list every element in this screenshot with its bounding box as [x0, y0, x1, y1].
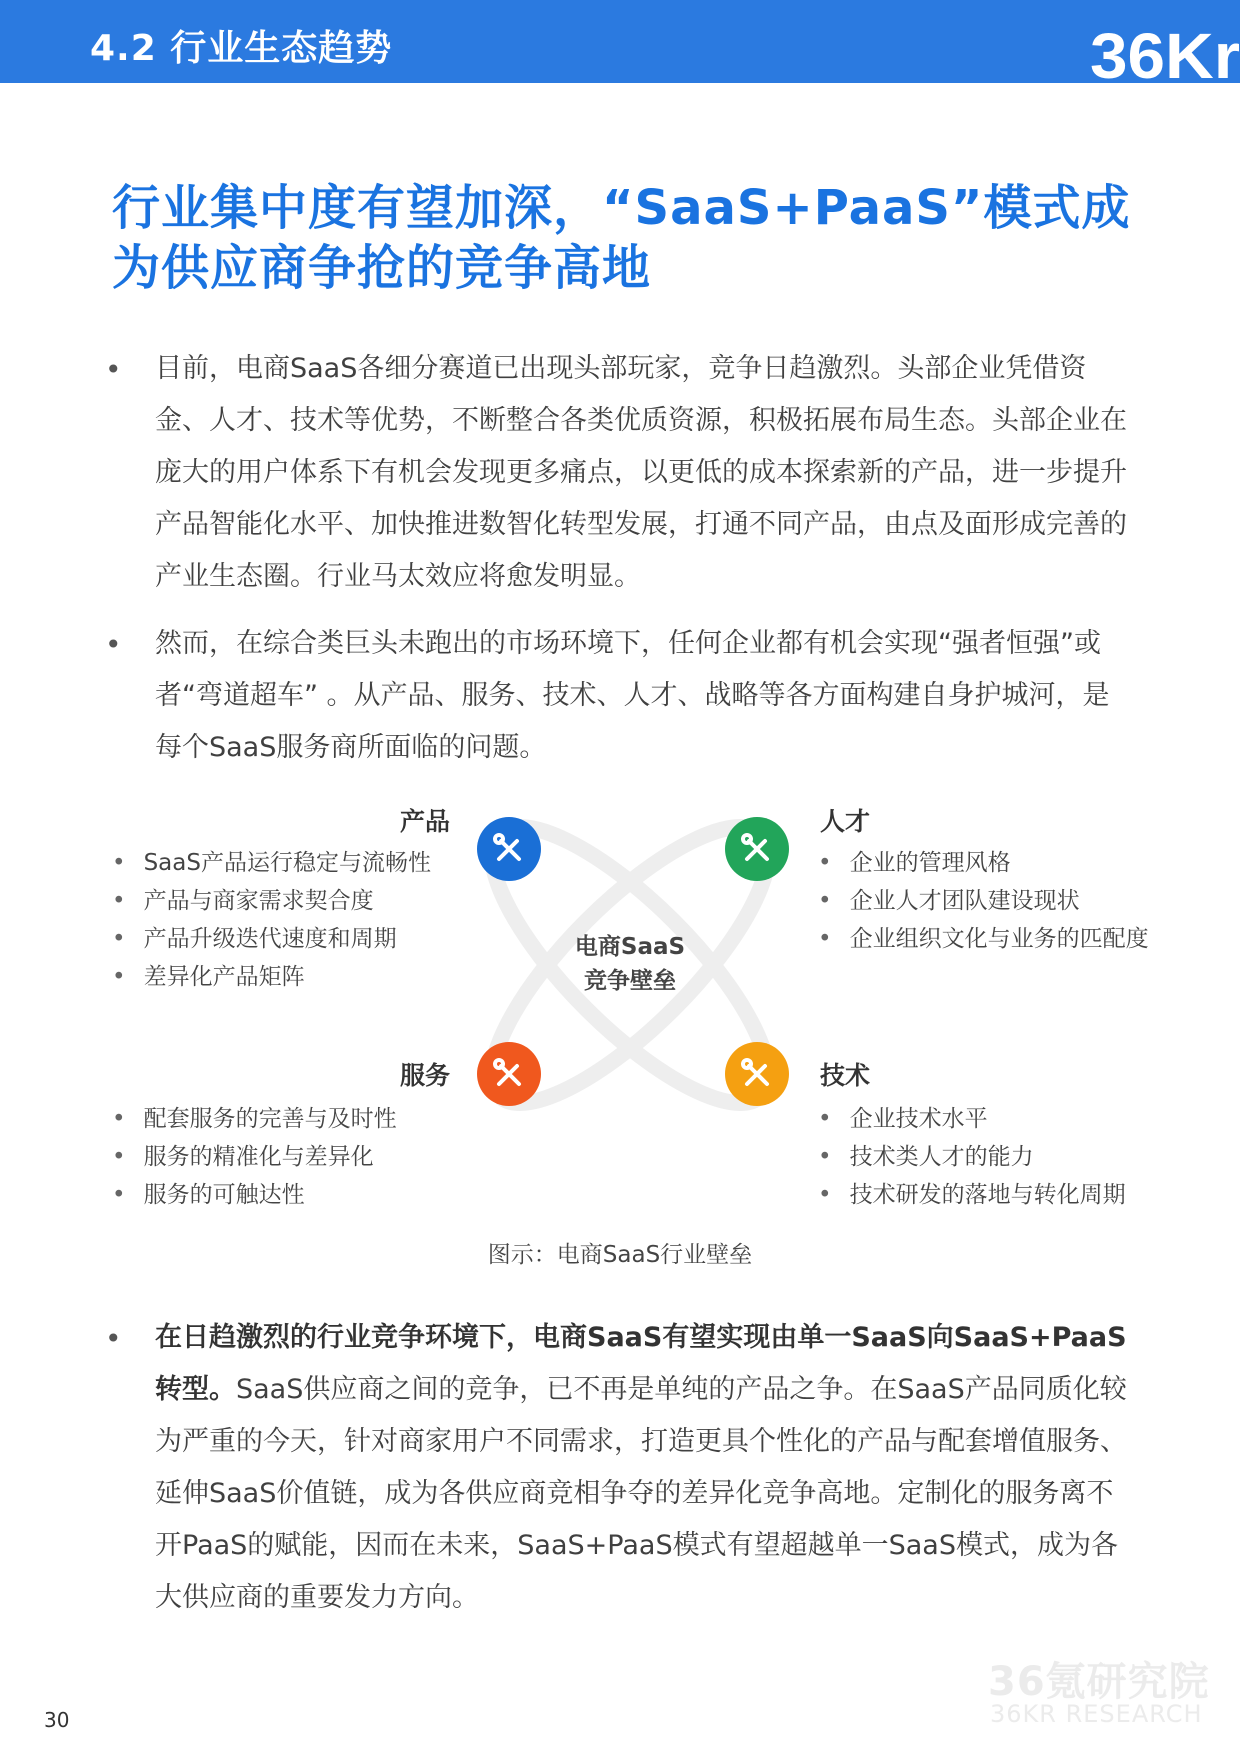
list-item: • 技术类人才的能力 [818, 1138, 1126, 1176]
list-item: • 产品与商家需求契合度 [112, 882, 431, 920]
header-bar [0, 0, 1240, 83]
bullet-marker: • [105, 353, 122, 386]
tools-icon [491, 831, 527, 867]
tools-icon [739, 1056, 775, 1092]
list-item: • 企业组织文化与业务的匹配度 [818, 920, 1149, 958]
paragraph-text: 目前，电商SaaS各细分赛道已出现头部玩家，竞争日趋激烈。头部企业凭借资金、人才、技术等优势，不断整合各类优质资源，积极拓展布局生态。头部企业在庞大的用户体系下有机会发现更多痛点，以更低的成本探索新的产品，进一步提升产品智能化水平、加快推进数智化转型发展，打通不同产品，由点及面形成完善的产业生态圈。行业马太效应将愈发明显。 [155, 353, 1127, 592]
bullet-marker: • [105, 1322, 122, 1355]
watermark-en: 36KR RESEARCH [990, 1700, 1203, 1728]
figure-caption: 图示：电商SaaS行业壁垒 [487, 1242, 753, 1268]
product-list [112, 844, 431, 996]
tools-icon [491, 1056, 527, 1092]
list-item: • 企业技术水平 [818, 1100, 1126, 1138]
center-line-2: 竞争壁垒 [584, 968, 676, 994]
list-item: • 企业人才团队建设现状 [818, 882, 1149, 920]
list-item: • SaaS产品运行稳定与流畅性 [112, 844, 431, 882]
section-title: 4.2 行业生态趋势 [90, 28, 393, 69]
watermark-cn: 36氪研究院 [988, 1659, 1210, 1705]
paragraph-body: SaaS供应商之间的竞争，已不再是单纯的产品之争。在SaaS产品同质化较为严重的今天，针对商家用户不同需求，打造更具个性化的产品与配套增值服务、延伸SaaS价值链，成为各供应商竞相争夺的差异化竞争高地。定制化的服务离不开PaaS的赋能，因而在未来，SaaS+PaaS模式有望超越单一SaaS模式，成为各大供应商的重要发力方向。 [155, 1374, 1127, 1613]
main-title: 行业集中度有望加深，“SaaS+PaaS”模式成为供应商争抢的竞争高地 [112, 180, 1131, 296]
page-number: 30 [44, 1708, 70, 1732]
tech-heading: 技术 [820, 1061, 871, 1090]
list-item: • 服务的可触达性 [112, 1176, 397, 1214]
barrier-diagram [0, 780, 1240, 1280]
36kr-logo [1080, 0, 1240, 83]
list-item: • 产品升级迭代速度和周期 [112, 920, 431, 958]
service-list [112, 1100, 397, 1214]
list-item: • 配套服务的完善与及时性 [112, 1100, 397, 1138]
list-item: • 差异化产品矩阵 [112, 958, 431, 996]
list-item: • 企业的管理风格 [818, 844, 1149, 882]
tools-icon [739, 831, 775, 867]
product-circle [477, 817, 541, 881]
paragraph-text: 然而，在综合类巨头未跑出的市场环境下，任何企业都有机会实现“强者恒强”或者“弯道超车” 。从产品、服务、技术、人才、战略等各方面构建自身护城河，是每个SaaS服务商所面临的问题。 [155, 628, 1110, 763]
bullet-marker: • [105, 628, 122, 661]
list-item: • 技术研发的落地与转化周期 [818, 1176, 1126, 1214]
paragraph-text [155, 1312, 1130, 1624]
talent-list [818, 844, 1149, 958]
paragraph-bold-lead: 在日趋激烈的行业竞争环境下，电商SaaS有望实现由单一SaaS向SaaS+PaaS转型。 [155, 1322, 1127, 1405]
tech-list [818, 1100, 1126, 1214]
talent-circle [725, 817, 789, 881]
product-heading: 产品 [400, 807, 451, 836]
service-heading: 服务 [400, 1061, 451, 1090]
center-line-1: 电商SaaS [574, 934, 686, 960]
service-circle [477, 1042, 541, 1106]
talent-heading: 人才 [820, 807, 871, 836]
list-item: • 服务的精准化与差异化 [112, 1138, 397, 1176]
tech-circle [725, 1042, 789, 1106]
diagram-center-label [560, 930, 700, 998]
logo-text: 36Kr [1090, 20, 1240, 83]
